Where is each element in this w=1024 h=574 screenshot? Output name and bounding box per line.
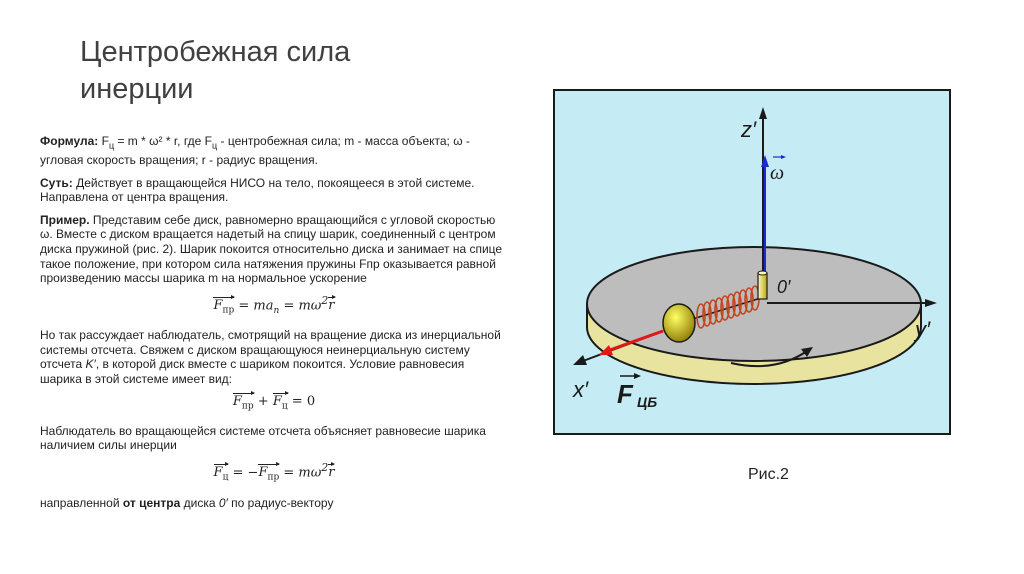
para4-text-c: по радиус-вектору: [227, 495, 334, 510]
disk-diagram: [555, 91, 953, 437]
title-line-1: Центробежная сила: [80, 36, 351, 68]
equation-3: [40, 461, 508, 486]
para3-text: Наблюдатель во вращающейся системе отсчета объясняет равновесие шарика наличием силы инерции: [40, 423, 486, 453]
formula-label: Формула:: [40, 134, 99, 148]
eq3-sup: 2: [321, 461, 329, 474]
x-axis-arrowhead: [573, 355, 587, 365]
omega-label-arrowhead: [781, 155, 786, 159]
figure-rotating-disk: [553, 89, 951, 435]
page-title: [80, 34, 500, 108]
formula-text-c: - центробежная сила; m - масса объекта; ω - угловая скорость вращения; r - радиус вращения.: [40, 134, 470, 167]
para2-k: K′: [85, 357, 96, 372]
formula-sub-2: ц: [212, 140, 218, 151]
para2-text-b: , в которой диск вместе с шариком покоится. Условие равновесия шарика в этой системе имеет вид:: [40, 357, 465, 387]
x-label: x′: [573, 377, 589, 402]
eq3-b: F: [258, 465, 268, 481]
eq3-a: F: [213, 465, 223, 481]
eq2-rhs: = 0: [287, 393, 316, 409]
para2-text-a: Но так рассуждает наблюдатель, смотрящий на вращение диска из инерциальной системы отсчета. Свяжем с диском вращающуюся неинерциальную систему отсчета: [40, 328, 501, 372]
para4-text-a: направленной: [40, 495, 123, 510]
essence-text: Действует в вращающейся НИСО на тело, покоящееся в этой системе. Направлена от центра вращения.: [40, 175, 475, 205]
z-label: z′: [741, 117, 757, 142]
eq2-b: F: [272, 393, 282, 409]
example-label: Пример.: [40, 212, 90, 227]
force-label-arrowhead: [634, 373, 641, 379]
eq1-rhs: = mω: [279, 298, 322, 314]
omega-label: ω: [770, 162, 785, 184]
para4-bold: от центра: [122, 495, 181, 510]
para4-text-b: диска: [180, 495, 219, 510]
eq1-lhs-sub: пр: [222, 305, 235, 316]
ball: [663, 304, 695, 342]
eq3-rhs: = mω: [279, 465, 322, 481]
y-axis-arrowhead: [925, 299, 937, 307]
formula-text-a: F: [98, 134, 109, 148]
essence-label: Суть:: [40, 175, 73, 190]
eq2-a-sub: пр: [241, 401, 254, 412]
eq1-lhs: F: [213, 298, 223, 314]
eq2-b-sub: ц: [281, 401, 288, 412]
eq3-eq: = −: [228, 465, 259, 481]
eq1-sup: 2: [321, 293, 329, 307]
y-label: y′: [915, 317, 931, 342]
eq3-a-sub: ц: [222, 472, 229, 483]
eq2-plus: +: [253, 393, 273, 409]
equation-2: [40, 395, 508, 414]
equation-1: [40, 294, 508, 319]
title-line-2: инерции: [80, 73, 194, 105]
formula-text-b: = m * ω² * r, где F: [114, 134, 213, 148]
formula-sub-1: ц: [108, 140, 115, 151]
center-post-top: [758, 271, 767, 275]
force-label: F: [617, 379, 633, 409]
para-4: [40, 496, 508, 511]
eq1-mid-sub: n: [273, 305, 280, 316]
eq3-b-sub: пр: [267, 472, 280, 483]
para-2: [40, 328, 508, 386]
eq2-a: F: [232, 393, 242, 409]
example-paragraph: [40, 213, 508, 286]
z-axis-arrowhead: [759, 107, 767, 119]
para-3: [40, 424, 508, 453]
essence-paragraph: [40, 176, 508, 205]
example-text: Представим себе диск, равномерно вращающийся с угловой скоростью ω. Вместе с диском вращается надетый на спицу шарик, соединенный с центром диска пружиной (рис. 2). Шарик покоится относительно диска и занимает на спице такое положение, при котором сила натяжения пружины Fпр оказывается равной произведению массы шарика m на нормальное ускорение: [40, 212, 503, 286]
eq3-r: r: [328, 465, 335, 481]
figure-caption: Рис.2: [748, 466, 789, 483]
eq1-r: r: [328, 298, 335, 314]
para4-o: 0′: [218, 495, 228, 510]
body-text: [40, 134, 508, 518]
center-post: [758, 273, 767, 299]
force-label-sub: ЦБ: [637, 394, 658, 410]
origin-label: 0′: [777, 277, 791, 297]
eq1-mid: = ma: [234, 298, 274, 314]
formula-paragraph: [40, 134, 508, 168]
